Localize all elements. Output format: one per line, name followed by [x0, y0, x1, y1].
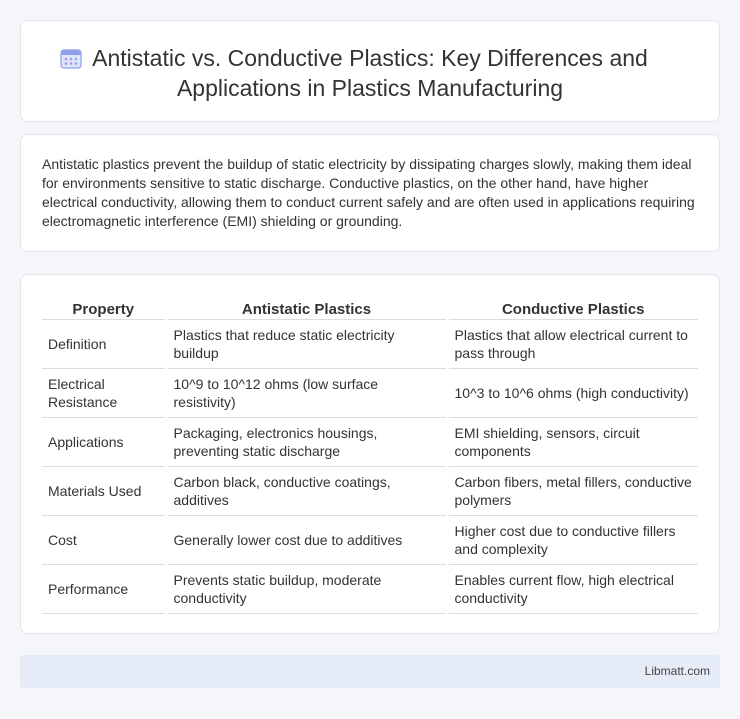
cell-conductive: 10^3 to 10^6 ohms (high conductivity) — [447, 368, 698, 417]
title-card — [20, 20, 720, 122]
page-title — [21, 43, 719, 103]
cell-conductive: Enables current flow, high electrical conductivity — [447, 564, 698, 613]
cell-antistatic: Carbon black, conductive coatings, additives — [166, 466, 447, 515]
table-row — [42, 319, 698, 368]
cell-conductive: Carbon fibers, metal fillers, conductive polymers — [447, 466, 698, 515]
page-title-line-1: Antistatic vs. Conductive Plastics: Key Differences and — [92, 45, 648, 71]
cell-property: Performance — [42, 564, 166, 613]
table-row — [42, 564, 698, 613]
cell-property: Cost — [42, 515, 166, 564]
comparison-table — [42, 295, 698, 614]
table-row — [42, 466, 698, 515]
cell-antistatic: Plastics that reduce static electricity buildup — [166, 319, 447, 368]
cell-property: Electrical Resistance — [42, 368, 166, 417]
cell-antistatic: Prevents static buildup, moderate conductivity — [166, 564, 447, 613]
intro-paragraph: Antistatic plastics prevent the buildup of static electricity by dissipating charges slowly, making them ideal for environments sensitive to static discharge. Conductive plastics, on the other hand, have higher electrical conductivity, allowing them to conduct current safely and are often used in applications requiring electromagnetic interference (EMI) shielding or grounding. — [42, 156, 695, 229]
table-header-row — [42, 295, 698, 319]
cell-property: Materials Used — [42, 466, 166, 515]
table-row — [42, 368, 698, 417]
header-antistatic: Antistatic Plastics — [166, 295, 447, 319]
page-title-line-2: Applications in Plastics Manufacturing — [176, 75, 564, 101]
cell-property: Applications — [42, 417, 166, 466]
table-row — [42, 515, 698, 564]
cell-antistatic: Generally lower cost due to additives — [166, 515, 447, 564]
cell-conductive: EMI shielding, sensors, circuit components — [447, 417, 698, 466]
footer-brand-link[interactable]: Libmatt.com — [644, 664, 710, 678]
intro-card — [20, 134, 720, 252]
header-property: Property — [42, 295, 166, 319]
comparison-table-card — [20, 274, 720, 634]
table-row — [42, 417, 698, 466]
cell-conductive: Plastics that allow electrical current to pass through — [447, 319, 698, 368]
header-conductive: Conductive Plastics — [447, 295, 698, 319]
cell-antistatic: 10^9 to 10^12 ohms (low surface resistivity) — [166, 368, 447, 417]
cell-antistatic: Packaging, electronics housings, preventing static discharge — [166, 417, 447, 466]
cell-conductive: Higher cost due to conductive fillers and complexity — [447, 515, 698, 564]
cell-property: Definition — [42, 319, 166, 368]
footer — [20, 655, 720, 688]
